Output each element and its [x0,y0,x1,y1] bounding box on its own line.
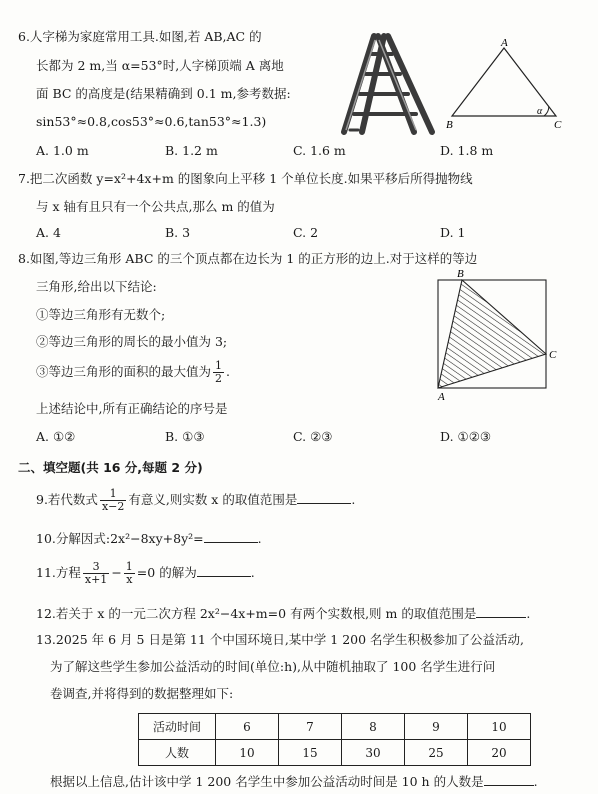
square-triangle-figure [426,266,566,406]
angle-alpha-label: α [537,106,543,117]
q7-option-a: A. 4 [36,225,61,240]
q8-line-1: 8.如图,等边三角形 ABC 的三个顶点都在边长为 1 的正方形的边上.对于这样的等边 [18,251,478,266]
sq-point-b-label: B [457,268,464,280]
table-cell: 30 [342,740,405,766]
q11-minus: − [111,565,122,580]
point-c-label: C [554,119,562,131]
q8-option-a: A. ①② [36,429,76,444]
table-row-time [139,714,531,740]
table-cell: 15 [279,740,342,766]
q7-line-1: 7.把二次函数 y=x²+4x+m 的图象向上平移 1 个单位长度.如果平移后所得抛物线 [18,171,473,186]
q13-line-1: 13.2025 年 6 月 5 日是第 11 个中国环境日,某中学 1 200 名学生积极参加了公益活动, [36,632,524,647]
q8-statement-2: ②等边三角形的周长的最小值为 3; [36,334,228,349]
q9-line [36,484,355,516]
q11-fraction-2-den: x [126,573,133,586]
q6-line-1: 6.人字梯为家庭常用工具.如图,若 AB,AC 的 [18,29,262,44]
q7-option-c: C. 2 [293,225,319,240]
table-cell: 10 [216,740,279,766]
q7-line-2: 与 x 轴有且只有一个公共点,那么 m 的值为 [36,199,275,214]
q7-option-d: D. 1 [440,225,466,240]
table-cell: 9 [405,714,468,740]
q9-end: . [351,492,356,507]
q11-fraction-1 [83,561,109,586]
q11-end: . [250,565,255,580]
q8-question: 上述结论中,所有正确结论的序号是 [36,401,228,416]
q11-line [36,557,255,589]
sq-point-c-label: C [549,349,557,361]
q12-end: . [526,606,531,621]
q13-end: . [533,774,538,789]
q9-fraction-num: 1 [100,488,126,501]
q13-last-prefix: 根据以上信息,估计该中学 1 200 名学生中参加公益活动时间是 10 h 的人数是 [50,774,484,789]
table-row-count [139,740,531,766]
q8-statement-1: ①等边三角形有无数个; [36,307,166,322]
q8-fraction-num: 1 [215,359,223,372]
q6-option-d: D. 1.8 m [440,143,494,158]
q11-suffix: =0 的解为 [136,565,197,580]
q10-line [36,529,262,547]
ladder-illustration [330,30,450,138]
q13-line-2: 为了解这些学生参加公益活动的时间(单位:h),从中随机抽取了 100 名学生进行问 [50,659,496,674]
q11-fraction-2-num: 1 [125,560,133,573]
q8-statement-3-end: . [226,364,230,379]
q10-prefix: 10.分解因式:2x²−8xy+8y²= [36,531,204,546]
q11-fraction-1-den: x+1 [84,573,108,586]
q13-answer-blank[interactable] [484,785,534,786]
q8-option-d: D. ①②③ [440,429,492,444]
q10-end: . [257,531,262,546]
q8-option-b: B. ①③ [165,429,205,444]
q11-fraction-2 [124,561,135,586]
q6-option-a: A. 1.0 m [36,143,89,158]
q6-line-4: sin53°≈0.8,cos53°≈0.6,tan53°≈1.3) [36,114,267,129]
q9-answer-blank[interactable] [297,503,351,504]
q11-prefix: 11.方程 [36,565,81,580]
point-b-label: B [446,119,453,131]
table-cell: 20 [468,740,531,766]
table-header-time: 活动时间 [139,714,216,740]
q6-line-3: 面 BC 的高度是(结果精确到 0.1 m,参考数据: [36,86,291,101]
q6-line-2: 长都为 2 m,当 α=53°时,人字梯顶端 A 离地 [36,58,284,73]
q8-statement-3 [36,358,230,386]
table-cell: 8 [342,714,405,740]
point-a-label: A [501,37,508,49]
q8-fraction-den: 2 [215,372,223,385]
table-cell: 6 [216,714,279,740]
q9-suffix: 有意义,则实数 x 的取值范围是 [128,492,298,507]
q9-fraction-den: x−2 [101,500,125,513]
q7-option-b: B. 3 [165,225,191,240]
table-cell: 10 [468,714,531,740]
q13-line-3: 卷调查,并将得到的数据整理如下: [50,686,234,701]
q8-statement-3-text: ③等边三角形的面积的最大值为 [36,364,212,379]
q9-prefix: 9.若代数式 [36,492,98,507]
q10-answer-blank[interactable] [204,542,258,543]
q6-option-c: C. 1.6 m [293,143,346,158]
q12-prefix: 12.若关于 x 的一元二次方程 2x²−4x+m=0 有两个实数根,则 m 的取值范围是 [36,606,477,621]
q12-line [36,604,530,622]
q8-fraction [213,360,224,385]
q6-option-b: B. 1.2 m [165,143,218,158]
q9-fraction [100,488,126,513]
q12-answer-blank[interactable] [476,617,526,618]
activity-data-table [138,713,531,766]
table-cell: 25 [405,740,468,766]
q11-fraction-1-num: 3 [83,561,109,574]
q8-option-c: C. ②③ [293,429,333,444]
table-header-count: 人数 [139,740,216,766]
section-2-heading: 二、填空题(共 16 分,每题 2 分) [18,460,203,475]
table-cell: 7 [279,714,342,740]
triangle-abc-figure [444,36,564,132]
q13-last-line [50,772,538,790]
q11-answer-blank[interactable] [197,576,251,577]
q8-line-2: 三角形,给出以下结论: [36,279,157,294]
sq-point-a-label: A [438,391,445,403]
